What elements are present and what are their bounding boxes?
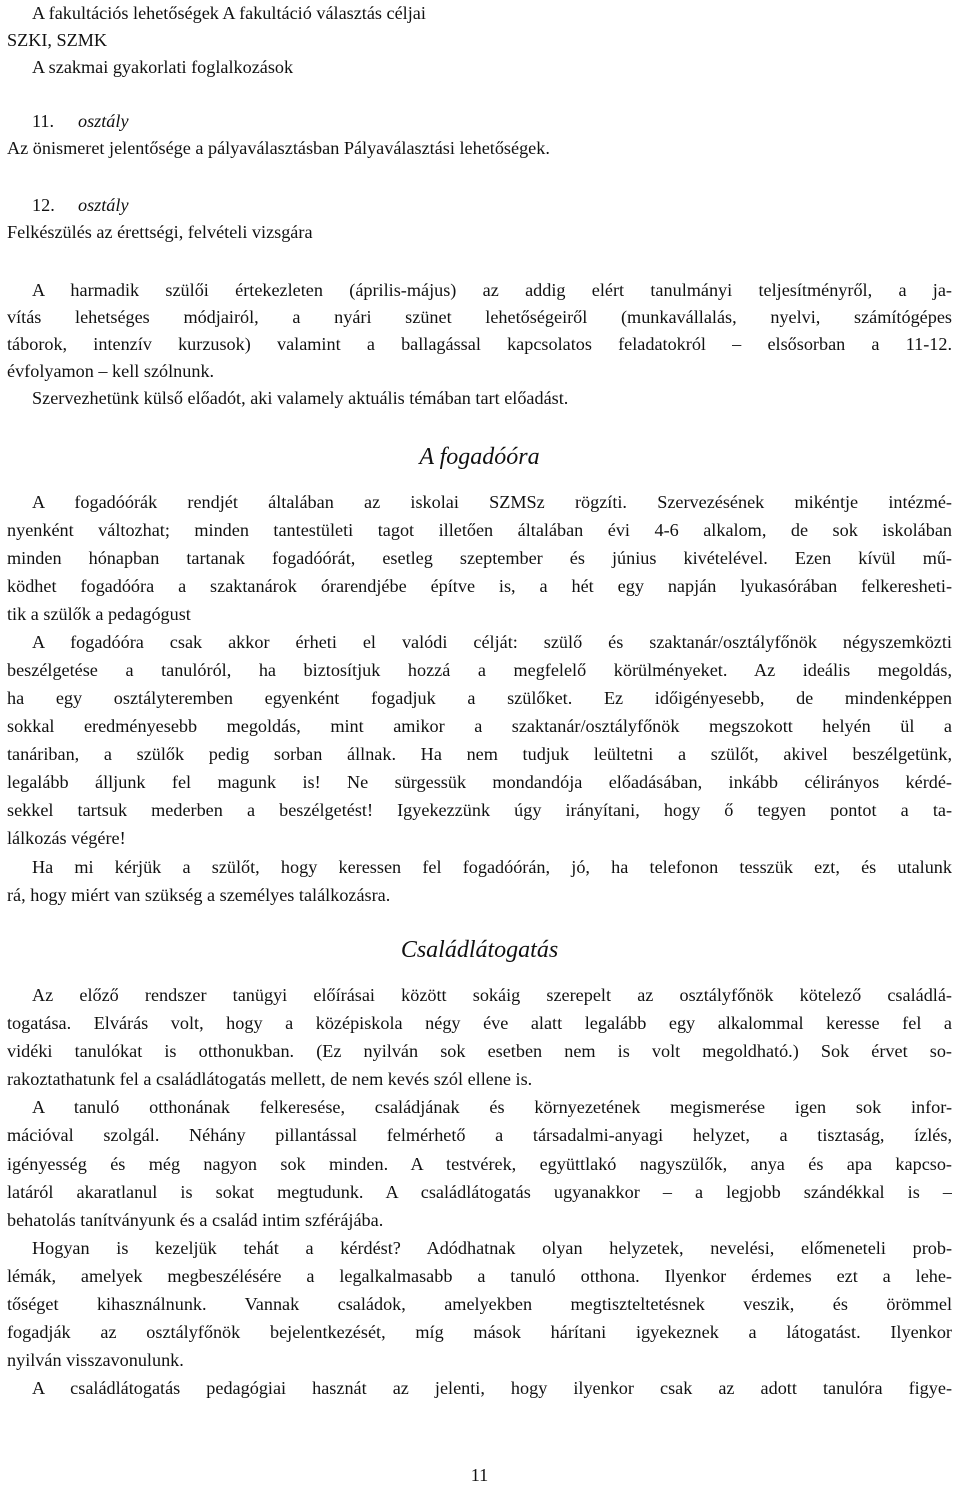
paragraph-line: vidéki tanulókat is otthonukban. (Ez nyilván sok esetben nem is volt megoldható.) Sok érvet so-: [7, 1041, 952, 1061]
paragraph-line: tanáriban, a szülők pedig sorban állnak. Ha nem tudjuk leültetni a szülőt, akivel beszélgetünk,: [7, 744, 952, 764]
grade-11-number: 11.: [32, 111, 55, 131]
grade-12-number: 12.: [32, 195, 55, 215]
paragraph-line: vítás lehetséges módjairól, a nyári szünet lehetőségeiről (munkavállalás, nyelvi, számítógépes: [7, 307, 952, 327]
paragraph-line: A fogadóórák rendjét általában az iskolai SZMSz rögzíti. Szervezésének mikéntje intézmé-: [32, 492, 952, 512]
paragraph-line: legalább álljunk fel magunk is! Ne sürgessük mondandója előadásában, inkább célirányos kérdé-: [7, 772, 952, 792]
grade-11-heading: [32, 108, 129, 135]
paragraph-line: fogadják az osztályfőnök bejelentkezését, míg mások hárítani igyekeznek a látogatást. Ilyenkor: [7, 1322, 952, 1342]
paragraph-line: Az előző rendszer tanügyi előírásai között sokáig szerepelt az osztályfőnök kötelező családlá-: [32, 985, 952, 1005]
page-number: 11: [470, 1465, 489, 1485]
paragraph-line: beszélgetése a tanulóról, ha biztosítjuk hozzá a megfelelő körülményeket. Az ideális megoldás,: [7, 660, 952, 680]
paragraph-line: Szervezhetünk külső előadót, aki valamely aktuális témában tart előadást.: [32, 388, 569, 408]
paragraph-line: mációval szolgál. Néhány pillantással felmérhető a társadalmi-anyagi helyzet, a tisztaság, ízlés,: [7, 1125, 952, 1145]
paragraph-line: nyilván visszavonulunk.: [7, 1350, 184, 1370]
szakmai-line: A szakmai gyakorlati foglalkozások: [32, 57, 294, 77]
grade-11-text: Az önismeret jelentősége a pályaválasztásban Pályaválasztási lehetőségek.: [7, 138, 550, 158]
paragraph-line: Ha mi kérjük a szülőt, hogy keressen fel fogadóórán, jó, ha telefonon tesszük ezt, és utalunk: [32, 857, 952, 877]
grade-12-heading: [32, 192, 129, 219]
paragraph-line: Hogyan is kezeljük tehát a kérdést? Adódhatnak olyan helyzetek, nevelési, előmeneteli prob-: [32, 1238, 952, 1258]
paragraph-line: A tanuló otthonának felkeresése, családjának és környezetének megismerése igen sok infor-: [32, 1097, 952, 1117]
section-heading-fogadoora: A fogadóóra: [419, 444, 540, 470]
paragraph-line: tik a szülők a pedagógust: [7, 604, 191, 624]
paragraph-line: A fogadóóra csak akkor érheti el valódi célját: szülő és szaktanár/osztályfőnök négyszemközti: [32, 632, 952, 652]
paragraph-line: sokkal eredményesebb megoldás, mint amikor a szaktanár/osztályfőnök megszokott helyén ül a: [7, 716, 952, 736]
szki-line: SZKI, SZMK: [7, 30, 108, 50]
paragraph-line: A családlátogatás pedagógiai hasznát az jelenti, hogy ilyenkor csak az adott tanulóra figye-: [32, 1378, 952, 1398]
paragraph-line: lálkozás végére!: [7, 828, 126, 848]
paragraph-line: minden hónapban tartanak fogadóórát, esetleg szeptember és június kivételével. Ezen kívül mű-: [7, 548, 952, 568]
paragraph-line: lémák, amelyek megbeszélésére a legalkalmasabb a tanuló otthona. Ilyenkor érdemes ezt a lehe-: [7, 1266, 952, 1286]
paragraph-line: évfolyamon – kell szólnunk.: [7, 361, 215, 381]
paragraph-line: togatása. Elvárás volt, hogy a középiskola négy éve alatt legalább egy alkalommal keresse fel a: [7, 1013, 952, 1033]
paragraph-line: rá, hogy miért van szükség a személyes találkozásra.: [7, 885, 391, 905]
fakultacio-line: A fakultációs lehetőségek A fakultáció választás céljai: [32, 3, 426, 23]
paragraph-line: A harmadik szülői értekezleten (április-május) az addig elért tanulmányi teljesítményről, a ja-: [32, 280, 952, 300]
paragraph-line: nyenként változhat; minden tantestületi tagot illetően általában évi 4-6 alkalom, de sok iskolában: [7, 520, 952, 540]
paragraph-line: igényesség és még nagyon sok minden. A testvérek, együttlakó nagyszülők, anya és apa kapcso-: [7, 1154, 952, 1174]
paragraph-line: ha egy osztályteremben egyenként fogadjuk a szülőket. Ez időigényesebb, de mindenképpen: [7, 688, 952, 708]
paragraph-line: behatolás tanítványunk és a család intim szférájába.: [7, 1210, 384, 1230]
paragraph-line: tőséget kihasználnunk. Vannak családok, amelyekben megtiszteltetésnek veszik, és örömmel: [7, 1294, 952, 1314]
paragraph-line: ködhet fogadóóra a szaktanárok órarendjébe építve is, a hét egy napján lyukasórában felkeresheti-: [7, 576, 952, 596]
grade-12-word: osztály: [78, 195, 129, 215]
paragraph-line: latáról akaratlanul is sokat megtudunk. A családlátogatás ugyanakkor – a legjobb szándékkal is –: [7, 1182, 952, 1202]
paragraph-line: rakoztathatunk fel a családlátogatás mellett, de nem kevés szól ellene is.: [7, 1069, 533, 1089]
grade-11-word: osztály: [78, 111, 129, 131]
section-heading-csaladlatogatas: Családlátogatás: [400, 937, 559, 963]
grade-12-text: Felkészülés az érettségi, felvételi vizsgára: [7, 222, 313, 242]
paragraph-line: táborok, intenzív kurzusok) valamint a ballagással kapcsolatos feladatokról – elsősorban a 11-12.: [7, 334, 952, 354]
paragraph-line: sekkel tartsuk mederben a beszélgetést! Igyekezzünk úgy irányítani, hogy ő tegyen pontot a ta-: [7, 800, 952, 820]
